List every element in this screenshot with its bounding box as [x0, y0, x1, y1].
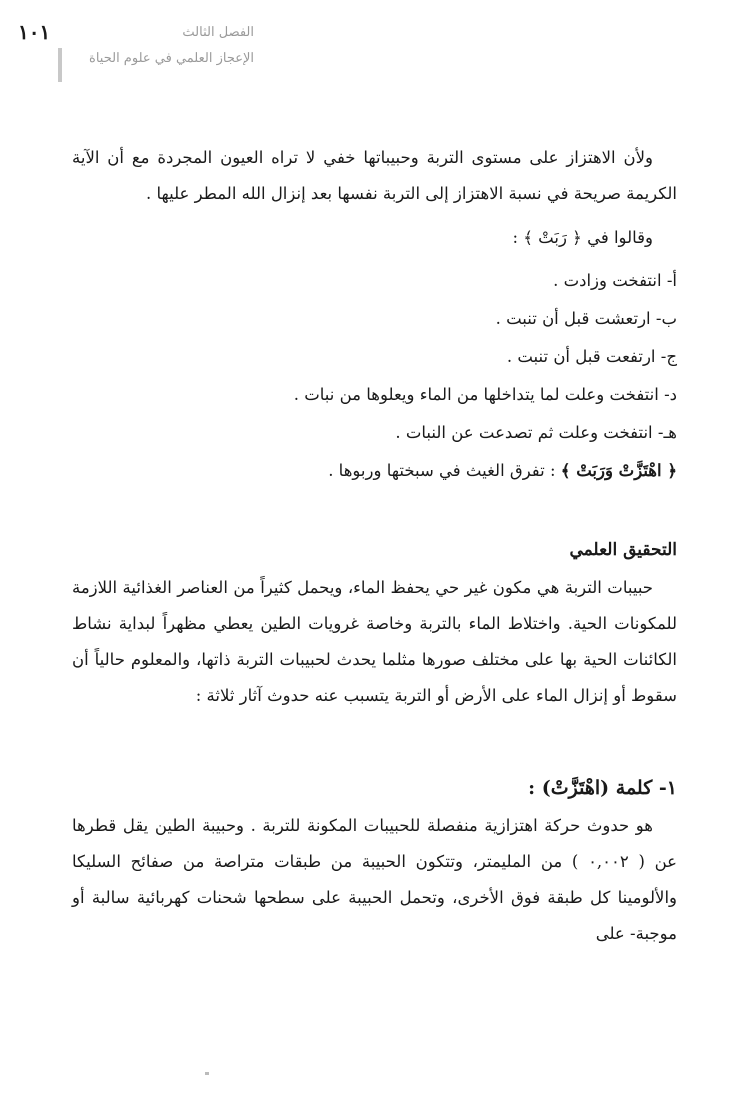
section-heading: التحقيق العلمي: [569, 540, 677, 560]
list-item: ب- ارتعشت قبل أن تنبت .: [495, 309, 677, 328]
meanings-list: [72, 262, 677, 490]
running-header: [74, 20, 254, 72]
list-item: أ- انتفخت وزادت .: [553, 271, 677, 290]
word-paragraph: هو حدوث حركة اهتزازية منفصلة للحبيبات المكونة للتربة . وحبيبة الطين يقل قطرها عن ( ٠,٠٠٢ ) من المليمتر، وتتكون الحبيبة من طبقات متراصة من صفائح السليكا والألومينا كل طبقة فوق الأخرى، وتحمل الحبيبة على سطحها شحنات كهربائية سالبة أو موجبة- على: [72, 816, 677, 943]
verse-meaning: : تفرق الغيث في سبختها وربوها .: [328, 461, 561, 480]
chapter-label: الفصل الثالث: [182, 25, 254, 40]
verse-phrase: ﴿ اهْتَزَّتْ وَرَبَتْ ﴾: [560, 461, 677, 480]
header-rule: [58, 48, 62, 82]
intro-paragraph: ولأن الاهتزاز على مستوى التربة وحبيباتها خفي لا تراه العيون المجردة مع أن الآية الكريمة صريحة في نسبة الاهتزاز إلى التربة نفسها بعد إنزال الله المطر عليها .: [72, 148, 677, 203]
page-body: [72, 140, 677, 952]
footer-mark: [205, 1072, 209, 1075]
verse-meaning-item: [72, 452, 677, 490]
subsection-heading: ١- كلمة (اهْتَزَّتْ) :: [528, 777, 677, 799]
page-number: ١٠١: [18, 20, 51, 44]
list-item: هـ- انتفخت وعلت ثم تصدعت عن النبات .: [395, 423, 677, 442]
book-section-title: الإعجاز العلمي في علوم الحياة: [89, 51, 254, 66]
list-item: د- انتفخت وعلت لما يتداخلها من الماء ويعلوها من نبات .: [293, 385, 677, 404]
list-item: ج- ارتفعت قبل أن تنبت .: [506, 347, 677, 366]
meanings-intro: وقالوا في ﴿ رَبَتْ ﴾ :: [512, 228, 653, 247]
scientific-paragraph: حبيبات التربة هي مكون غير حي يحفظ الماء، ويحمل كثيراً من العناصر الغذائية اللازمة للمكونات الحية. واختلاط الماء بالتربة وخاصة غرويات الطين يعطي مظهراً لبداية نشاط الكائنات الحية بها على مختلف صورها مثلما يحدث لحبيبات التربة ذاتها، والمعلوم حالياً أن سقوط أو إنزال الماء على الأرض أو التربة يتسبب عنه حدوث آثار ثلاثة :: [72, 578, 677, 705]
